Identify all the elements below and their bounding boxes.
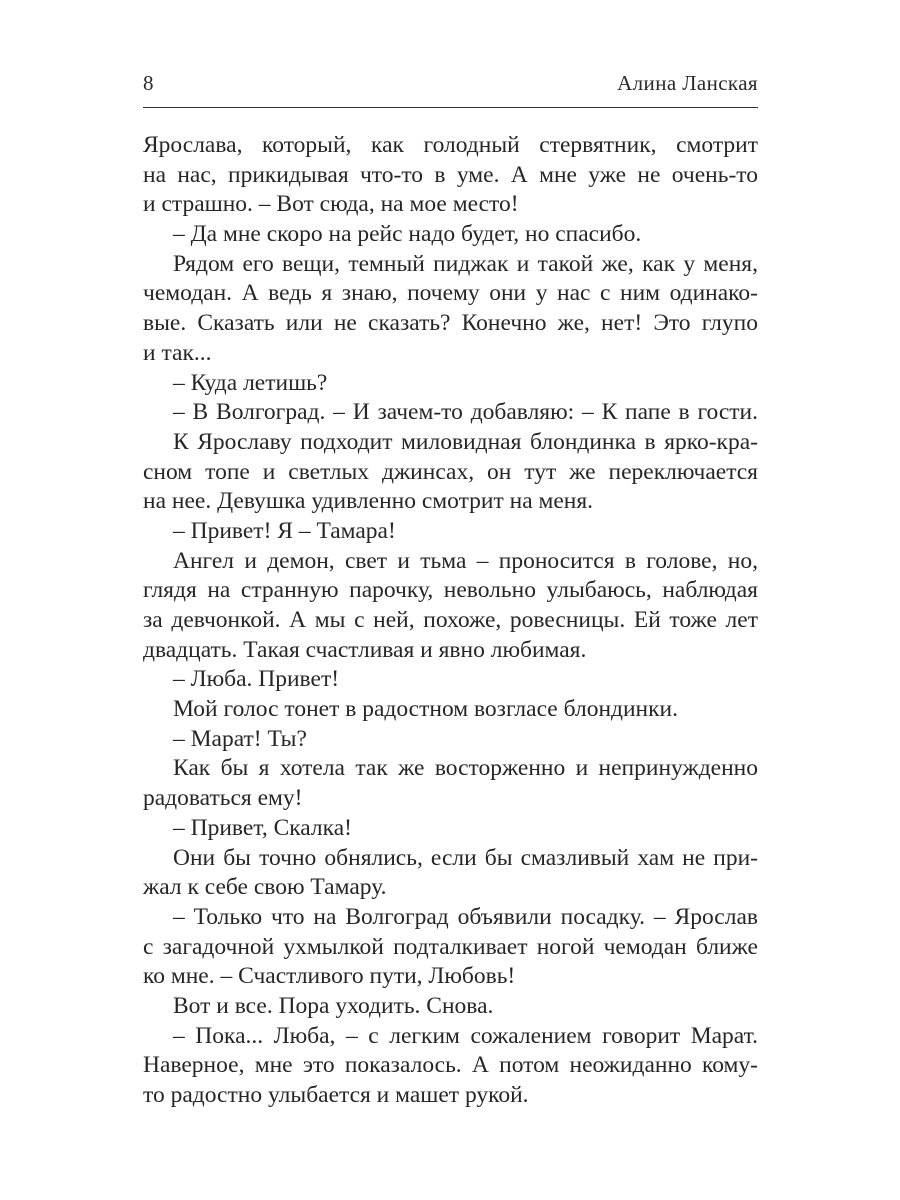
- body-text: [143, 131, 758, 1111]
- text-line: – В Волгоград. – И зачем-то добавляю: – К папе в гости.: [173, 399, 758, 426]
- text-line: на нас, прикидывая что-то в уме. А мне уже не очень-то: [143, 161, 758, 188]
- text-line: К Ярославу подходит миловидная блондинка в ярко-кра-: [173, 428, 758, 455]
- text-line: – Да мне скоро на рейс надо будет, но спасибо.: [173, 221, 642, 248]
- text-line: глядя на странную парочку, невольно улыбаюсь, наблюдая: [143, 577, 758, 604]
- text-line: Вот и все. Пора уходить. Снова.: [173, 992, 494, 1019]
- text-line: вые. Сказать или не сказать? Конечно же, нет! Это глупо: [143, 310, 758, 337]
- text-line: с загадочной ухмылкой подталкивает ногой чемодан ближе: [143, 933, 758, 960]
- text-line: – Привет, Скалка!: [173, 814, 352, 841]
- text-line: – Привет! Я – Тамара!: [173, 517, 396, 544]
- text-line: Ангел и демон, свет и тьма – проносится в голове, но,: [173, 547, 758, 574]
- page-number: 8: [143, 71, 154, 95]
- text-line: – Люба. Привет!: [173, 666, 340, 693]
- header-divider: [143, 107, 758, 108]
- text-line: Мой голос тонет в радостном возгласе блондинки.: [173, 696, 678, 723]
- text-line: – Куда летишь?: [173, 369, 328, 396]
- author-name: Алина Ланская: [617, 71, 758, 95]
- text-line: – Только что на Волгоград объявили посадку. – Ярослав: [173, 903, 758, 930]
- text-line: – Пока... Люба, – с легким сожалением говорит Марат.: [173, 1022, 758, 1049]
- text-line: Ярослава, который, как голодный стервятник, смотрит: [143, 132, 758, 158]
- text-line: Как бы я хотела так же восторженно и непринужденно: [173, 755, 758, 782]
- text-line: Рядом его вещи, темный пиджак и такой же, как у меня,: [173, 250, 758, 277]
- text-line: жал к себе свою Тамару.: [143, 874, 387, 901]
- running-header: [143, 70, 758, 100]
- text-line: сном топе и светлых джинсах, он тут же переключается: [143, 458, 758, 485]
- text-line: за девчонкой. А мы с ней, похоже, ровесницы. Ей тоже лет: [143, 607, 758, 633]
- text-line: и так...: [143, 339, 212, 366]
- text-line: и страшно. – Вот сюда, на мое место!: [143, 191, 519, 218]
- text-line: чемодан. А ведь я знаю, почему они у нас с ним одинако-: [143, 280, 758, 307]
- text-line: Они бы точно обнялись, если бы смазливый хам не при-: [173, 844, 758, 871]
- text-line: Наверное, мне это показалось. А потом неожиданно кому-: [143, 1052, 758, 1079]
- text-line: – Марат! Ты?: [173, 725, 307, 752]
- text-line: ко мне. – Счастливого пути, Любовь!: [143, 963, 516, 990]
- text-line: на нее. Девушка удивленно смотрит на меня.: [143, 488, 594, 515]
- text-line: радоваться ему!: [143, 785, 303, 812]
- text-line: двадцать. Такая счастливая и явно любимая.: [143, 636, 587, 663]
- text-line: то радостно улыбается и машет рукой.: [143, 1082, 529, 1108]
